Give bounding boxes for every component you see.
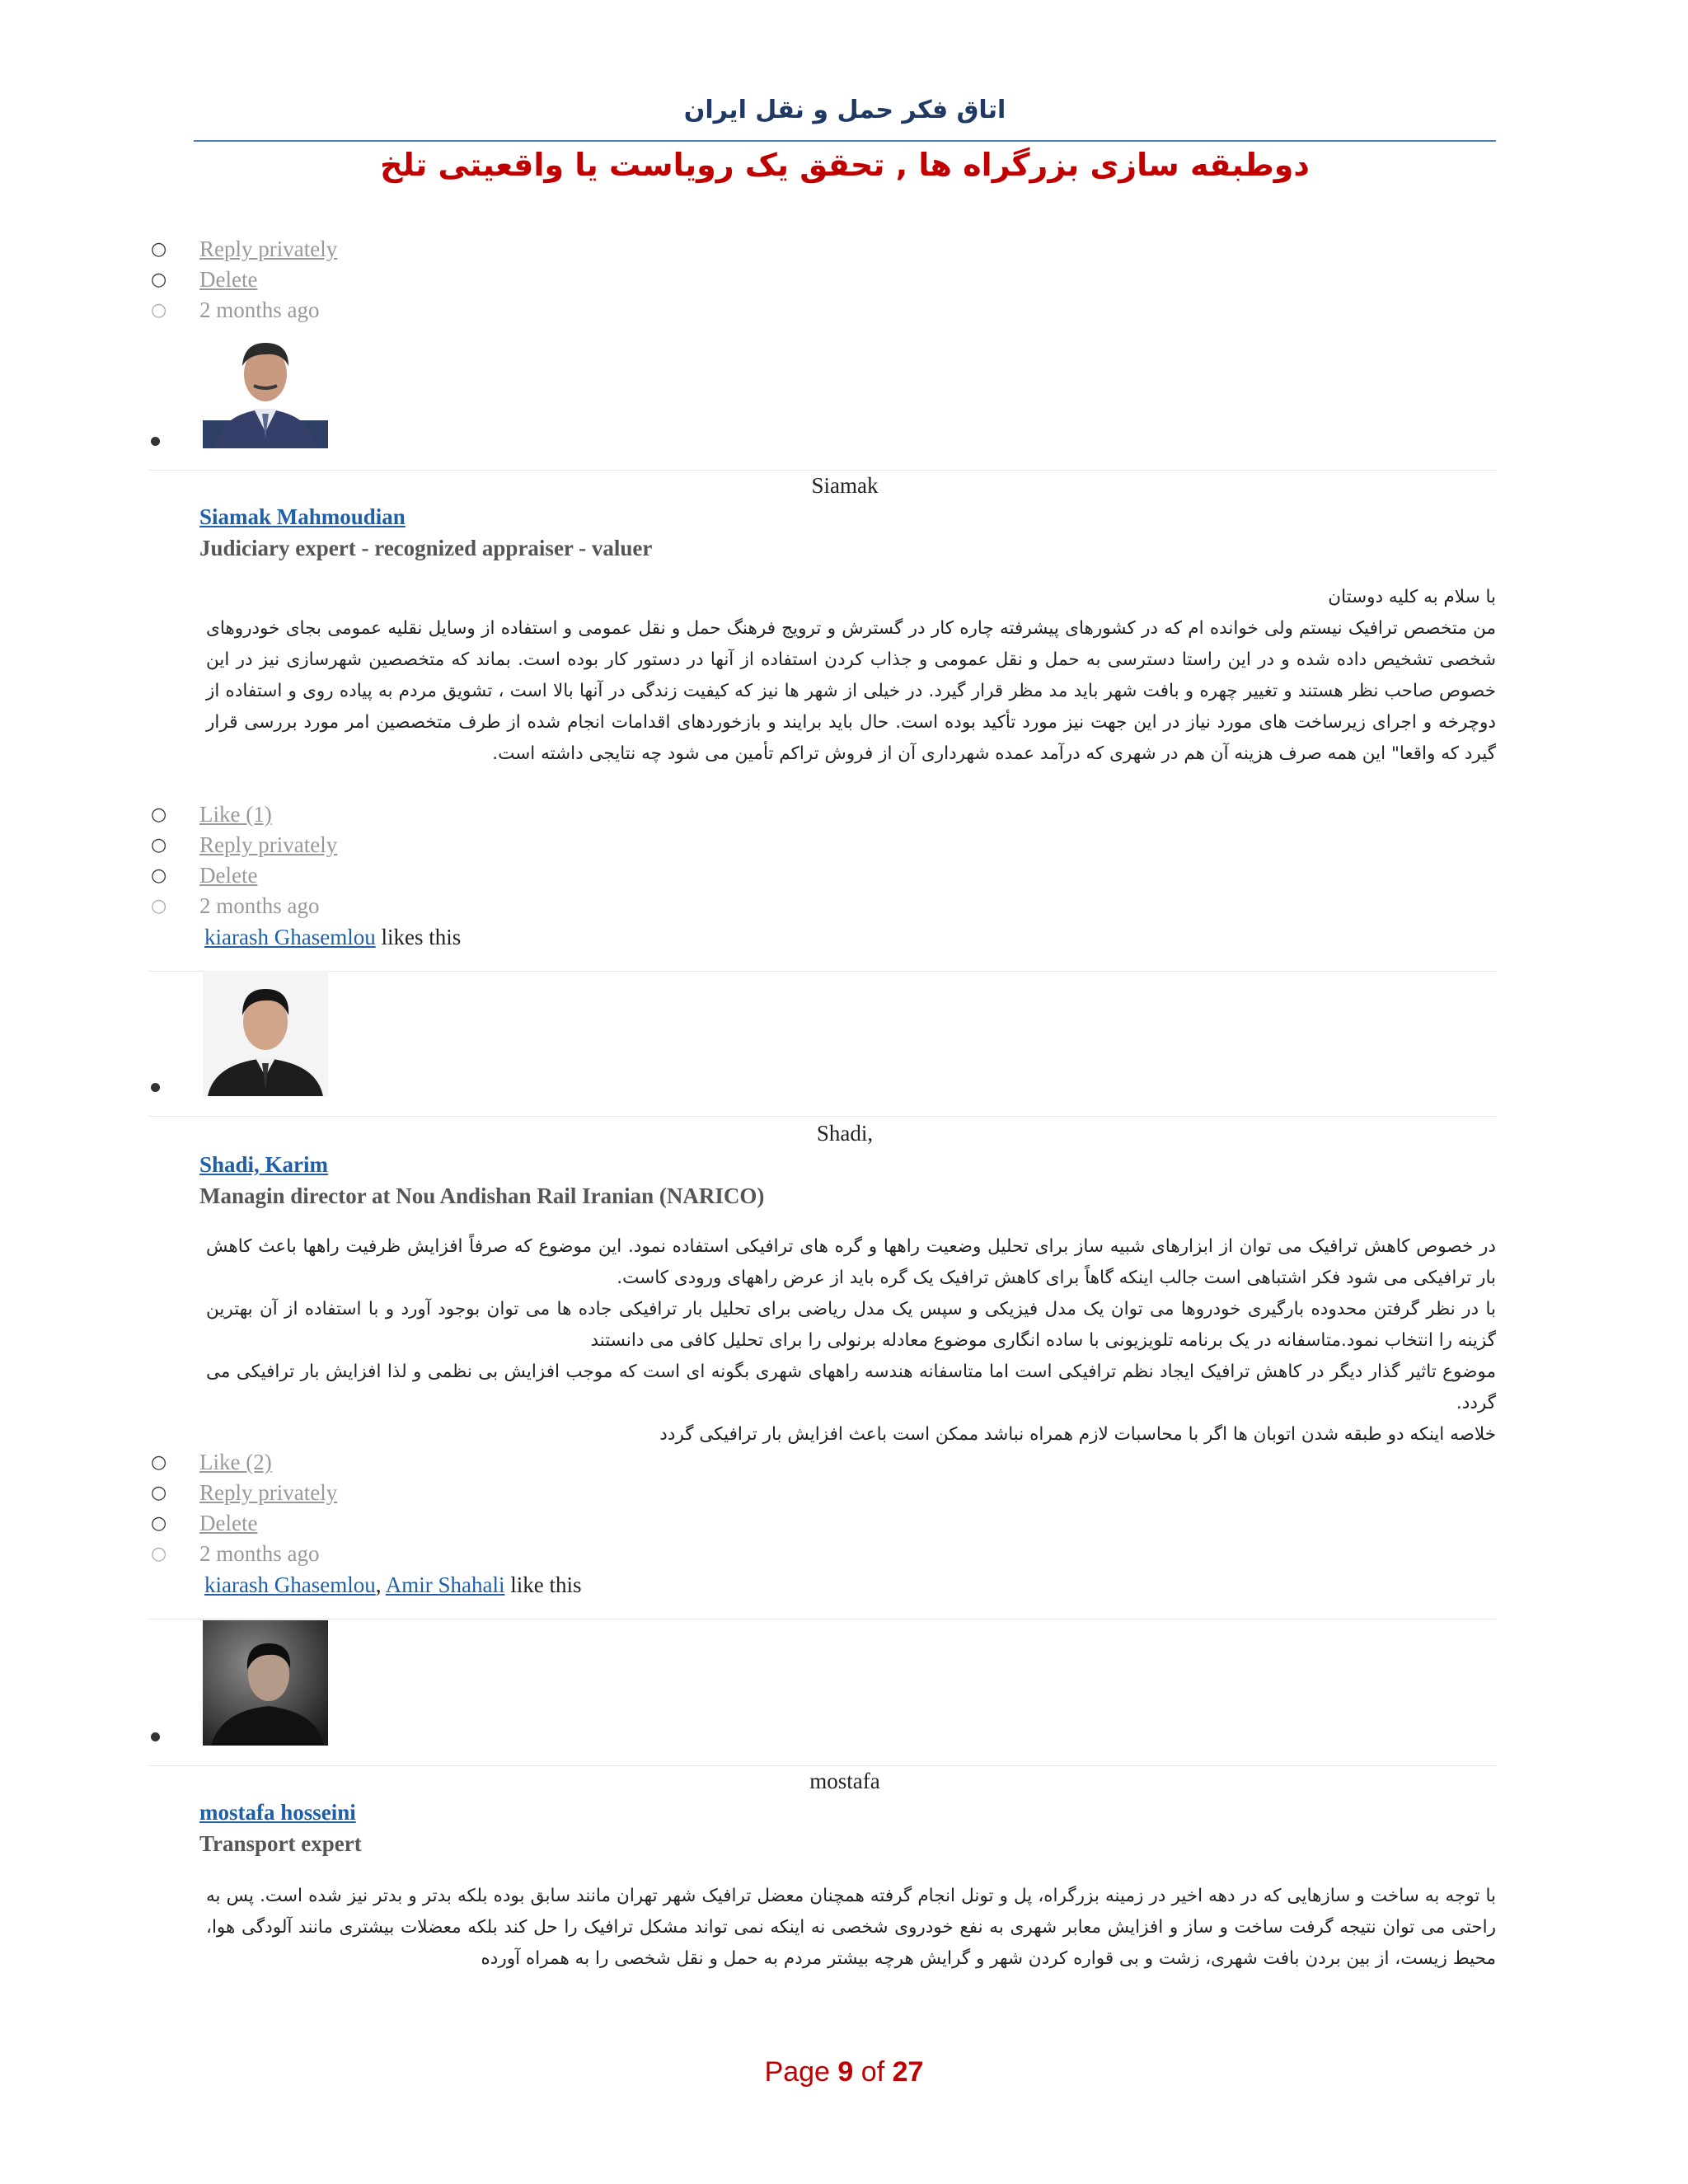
document-header-title: اتاق فکر حمل و نقل ایران	[683, 96, 1006, 124]
reply-privately-link[interactable]: Reply privately	[199, 1480, 338, 1505]
circle-bullet-icon: ○	[151, 865, 167, 886]
commenter-short-name: Shadi,	[816, 1121, 874, 1146]
likes-summary: kiarash Ghasemlou, Amir Shahali like this	[204, 1572, 582, 1597]
commenter-headline: Transport expert	[199, 1831, 362, 1856]
commenter-name-link[interactable]: Siamak Mahmoudian	[199, 504, 406, 529]
timestamp: 2 months ago	[199, 893, 320, 918]
circle-bullet-icon: ○	[151, 835, 167, 855]
comment-body	[206, 1231, 1496, 1451]
comment-paragraph: من متخصص ترافیک نیستم ولی خوانده ام که در کشورهای پیشرفته چاره کار در گسترش و ترویج فرهنگ حمل و نقل عمومی و استفاده از وسایل نقلیه عمومی بجای خودروهای شخصی تشخیص داده شده و در این راستا دسترسی به حمل و نقل عمومی و جذاب کردن استفاده از آنها در دستور کار بوده است. بماند که متخصصین شهرسازی نیز در این خصوص صاحب نظر هستند و تغییر چهره و بافت شهر باید مد مظر قرار گیرد. در خیلی از شهر ها نیز که کیفیت زندگی در آنها بالا است ، تشویق مردم به پیاده روی و استفاده از دوچرخه و اجرای زیرساخت های مورد نیاز در این جهت نیز مورد تأکید بوده است. حال باید برایند و بازخوردهای اقدامات انجام شده از طرف متخصصین امر مورد بررسی قرار گیرد که واقعا" این همه صرف هزینه آن هم در شهری که درآمد عمده شهرداری آن از فروش تراکم تأمین می شود چه نتایجی داشته است.	[206, 618, 1496, 764]
timestamp: 2 months ago	[199, 1541, 320, 1566]
commenter-short-name: mostafa	[809, 1769, 880, 1793]
action-item	[148, 860, 337, 891]
timestamp: 2 months ago	[199, 298, 320, 322]
action-item	[148, 1539, 337, 1569]
action-item	[148, 891, 337, 921]
action-item	[148, 295, 337, 326]
reply-privately-link[interactable]: Reply privately	[199, 832, 338, 857]
page-number: Page 9 of 27	[764, 2056, 924, 2088]
circle-bullet-icon: ○	[151, 1544, 167, 1564]
liker-link[interactable]: kiarash Ghasemlou	[204, 1572, 376, 1597]
action-item	[148, 1478, 337, 1508]
comment-actions-list	[148, 799, 337, 921]
delete-link[interactable]: Delete	[199, 267, 258, 292]
comment-separator	[148, 971, 1496, 972]
commenter-headline: Judiciary expert - recognized appraiser - valuer	[199, 536, 653, 560]
list-bullet-icon	[151, 1732, 160, 1741]
comment-body	[206, 1881, 1496, 1975]
avatar[interactable]	[203, 1620, 328, 1746]
like-link[interactable]: Like (1)	[199, 802, 272, 827]
avatar[interactable]	[203, 323, 328, 448]
action-item	[148, 799, 337, 830]
delete-link[interactable]: Delete	[199, 863, 258, 888]
circle-bullet-icon: ○	[151, 896, 167, 916]
like-link[interactable]: Like (2)	[199, 1450, 272, 1474]
delete-link[interactable]: Delete	[199, 1511, 258, 1535]
comment-paragraph: موضوع تاثیر گذار دیگر در کاهش ترافیک ایجاد نظم ترافیکی است اما متاسفانه هندسه راههای شهری بگونه ای است که موجب افزایش بی نظمی و لذا افزایش بار ترافیکی می گردد.	[206, 1361, 1496, 1413]
list-bullet-icon	[151, 1083, 160, 1092]
likes-summary	[204, 925, 461, 950]
header-divider	[194, 140, 1496, 142]
commenter-headline: Managin director at Nou Andishan Rail Iranian (NARICO)	[199, 1183, 765, 1208]
action-item	[148, 234, 337, 265]
comment-body	[206, 582, 1496, 770]
comment-separator	[148, 1116, 1496, 1117]
comment-paragraph: با توجه به ساخت و سازهایی که در دهه اخیر در زمینه بزرگراه، پل و تونل انجام گرفته همچنان معضل ترافیک شهر تهران مانند سابق بوده بلکه بدتر و بدتر نیز شده است. پس به راحتی می توان نتیجه گرفت ساخت و ساز و افزایش معابر شهری به نفع خودروی شخصی نه اینکه نمی تواند مشکل ترافیک را حل کند بلکه معضلات بیشتری مانند آلودگی هوا، محیط زیست، از بین بردن بافت شهری، زشت و بی قواره کردن شهر و گرایش هرچه بیشتر مردم به حمل و نقل شخصی را به همراه آورده	[206, 1886, 1496, 1969]
comment-actions-list	[148, 234, 337, 326]
person-photo-icon	[203, 971, 328, 1096]
action-item	[148, 1447, 337, 1478]
circle-bullet-icon: ○	[151, 1483, 167, 1503]
commenter-short-name: Siamak	[811, 473, 879, 498]
list-bullet-icon	[151, 437, 160, 446]
person-photo-icon	[203, 1620, 328, 1746]
comment-paragraph: با در نظر گرفتن محدوده بارگیری خودروها می توان یک مدل فیزیکی و سپس یک مدل ریاضی برای تحلیل بار ترافیکی جاده ها می توان بوجود آورد و با استفاده از آن بهترین گزینه را انتخاب نمود.متاسفانه در یک برنامه تلویزیونی با ساده انگاری موضوع معادله برنولی را برای تحلیل کافی می دانستند	[206, 1299, 1496, 1351]
avatar[interactable]	[203, 971, 328, 1096]
comment-actions-list	[148, 1447, 337, 1569]
commenter-name-link[interactable]: mostafa hosseini	[199, 1800, 356, 1825]
page-title: دوطبقه سازی بزرگراه ها , تحقق یک رویاست یا واقعیتی تلخ	[380, 147, 1310, 183]
circle-bullet-icon: ○	[151, 269, 167, 290]
liker-link[interactable]: kiarash Ghasemlou	[204, 925, 376, 949]
likes-suffix: likes this	[381, 925, 462, 949]
circle-bullet-icon: ○	[151, 1513, 167, 1534]
comment-paragraph: خلاصه اینکه دو طبقه شدن اتوبان ها اگر با محاسبات لازم همراه نباشد ممکن است باعث افزایش بار ترافیکی گردد	[659, 1424, 1496, 1445]
comment-paragraph: با سلام به کلیه دوستان	[1328, 587, 1496, 607]
circle-bullet-icon: ○	[151, 300, 167, 321]
action-item	[148, 265, 337, 295]
commenter-name-link[interactable]: Shadi, Karim	[199, 1152, 329, 1177]
action-item	[148, 830, 337, 860]
circle-bullet-icon: ○	[151, 239, 167, 260]
likes-suffix: like this	[510, 1572, 582, 1597]
comment-separator	[148, 1765, 1496, 1766]
circle-bullet-icon: ○	[151, 804, 167, 825]
action-item	[148, 1508, 337, 1539]
comment-separator	[148, 470, 1496, 471]
liker-link[interactable]: Amir Shahali	[385, 1572, 505, 1597]
person-photo-icon	[203, 323, 328, 448]
reply-privately-link[interactable]: Reply privately	[199, 237, 338, 261]
comment-paragraph: در خصوص کاهش ترافیک می توان از ابزارهای شبیه ساز برای تحلیل وضعیت راهها و گره های ترافیکی استفاده نمود. این موضوع که صرفاً افزایش ظرفیت راهها باعث کاهش بار ترافیکی می شود فکر اشتباهی است جالب اینکه گاهاً برای کاهش ترافیک یک گره باید از عرض راههای ورودی کاست.	[206, 1236, 1496, 1288]
circle-bullet-icon: ○	[151, 1452, 167, 1473]
